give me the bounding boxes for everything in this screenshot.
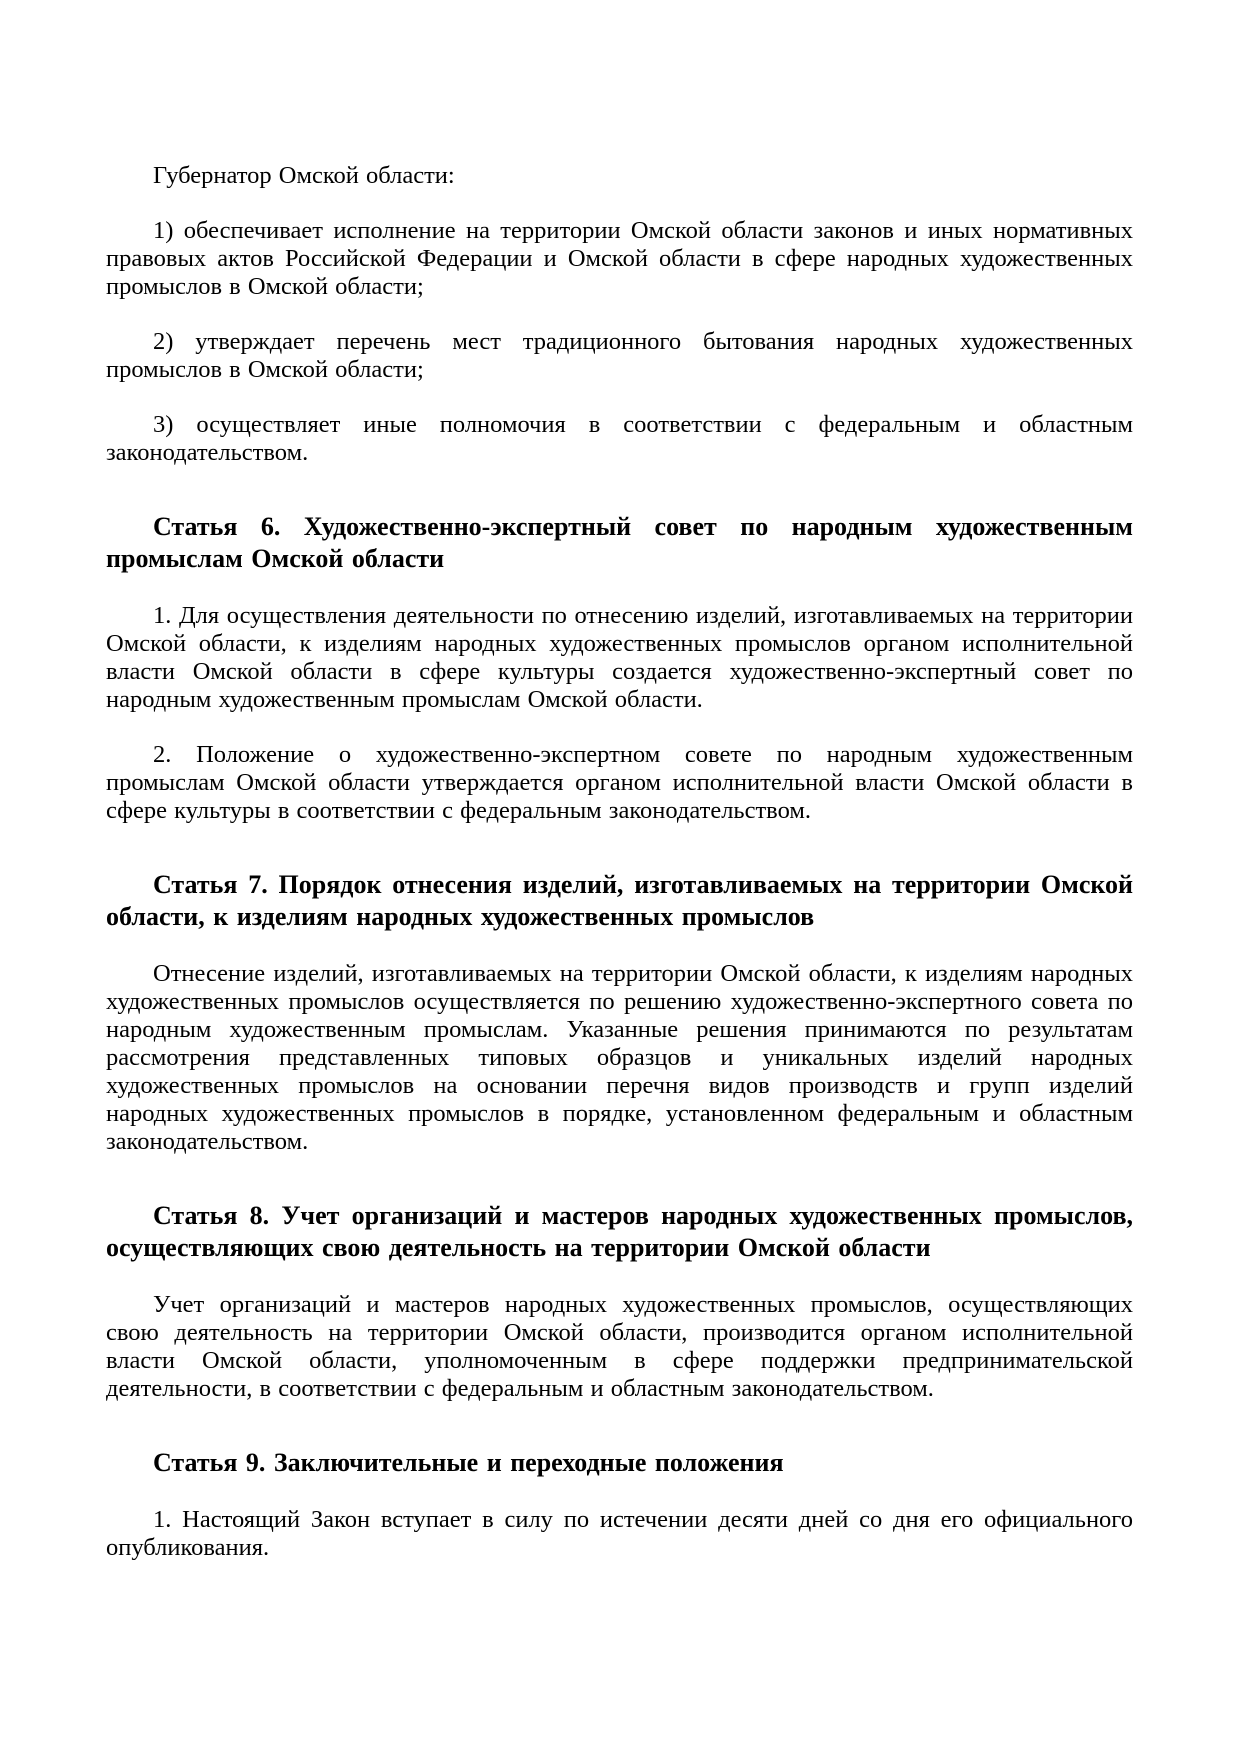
article-7-body: Отнесение изделий, изготавливаемых на территории Омской области, к изделиям народных художественных промыслов осуществляется по решению художественно-экспертного совета по народным художественным промыслам. Указанные решения принимаются по результатам рассмотрения представленных типовых образцов и уникальных изделий народных художественных промыслов на основании перечня видов производств и групп изделий народных художественных промыслов в порядке, установленном федеральным и областным законодательством. [106, 960, 1133, 1155]
article-6-heading: Статья 6. Художественно-экспертный совет по народным художественным промыслам Омской области [106, 512, 1133, 573]
article-9-clause-1: 1. Настоящий Закон вступает в силу по истечении десяти дней со дня его официального опубликования. [106, 1506, 1133, 1561]
item-3: 3) осуществляет иные полномочия в соответствии с федеральным и областным законодательством. [106, 411, 1133, 466]
item-1: 1) обеспечивает исполнение на территории Омской области законов и иных нормативных правовых актов Российской Федерации и Омской области в сфере народных художественных промыслов в Омской области; [106, 217, 1133, 300]
article-7-heading: Статья 7. Порядок отнесения изделий, изготавливаемых на территории Омской области, к изделиям народных художественных промыслов [106, 870, 1133, 931]
article-8-body: Учет организаций и мастеров народных художественных промыслов, осуществляющих свою деятельность на территории Омской области, производится органом исполнительной власти Омской области, уполномоченным в сфере поддержки предпринимательской деятельности, в соответствии с федеральным и областным законодательством. [106, 1291, 1133, 1402]
article-6-clause-2: 2. Положение о художественно-экспертном совете по народным художественным промыслам Омской области утверждается органом исполнительной власти Омской области в сфере культуры в соответствии с федеральным законодательством. [106, 741, 1133, 824]
intro-line: Губернатор Омской области: [153, 162, 455, 189]
article-6-clause-1: 1. Для осуществления деятельности по отнесению изделий, изготавливаемых на территории Омской области, к изделиям народных художественных промыслов органом исполнительной власти Омской области в сфере культуры создается художественно-экспертный совет по народным художественным промыслам Омской области. [106, 602, 1133, 713]
article-9-heading: Статья 9. Заключительные и переходные положения [153, 1448, 784, 1477]
article-8-heading: Статья 8. Учет организаций и мастеров народных художественных промыслов, осуществляющих свою деятельность на территории Омской области [106, 1201, 1133, 1262]
item-2: 2) утверждает перечень мест традиционного бытования народных художественных промыслов в Омской области; [106, 328, 1133, 383]
